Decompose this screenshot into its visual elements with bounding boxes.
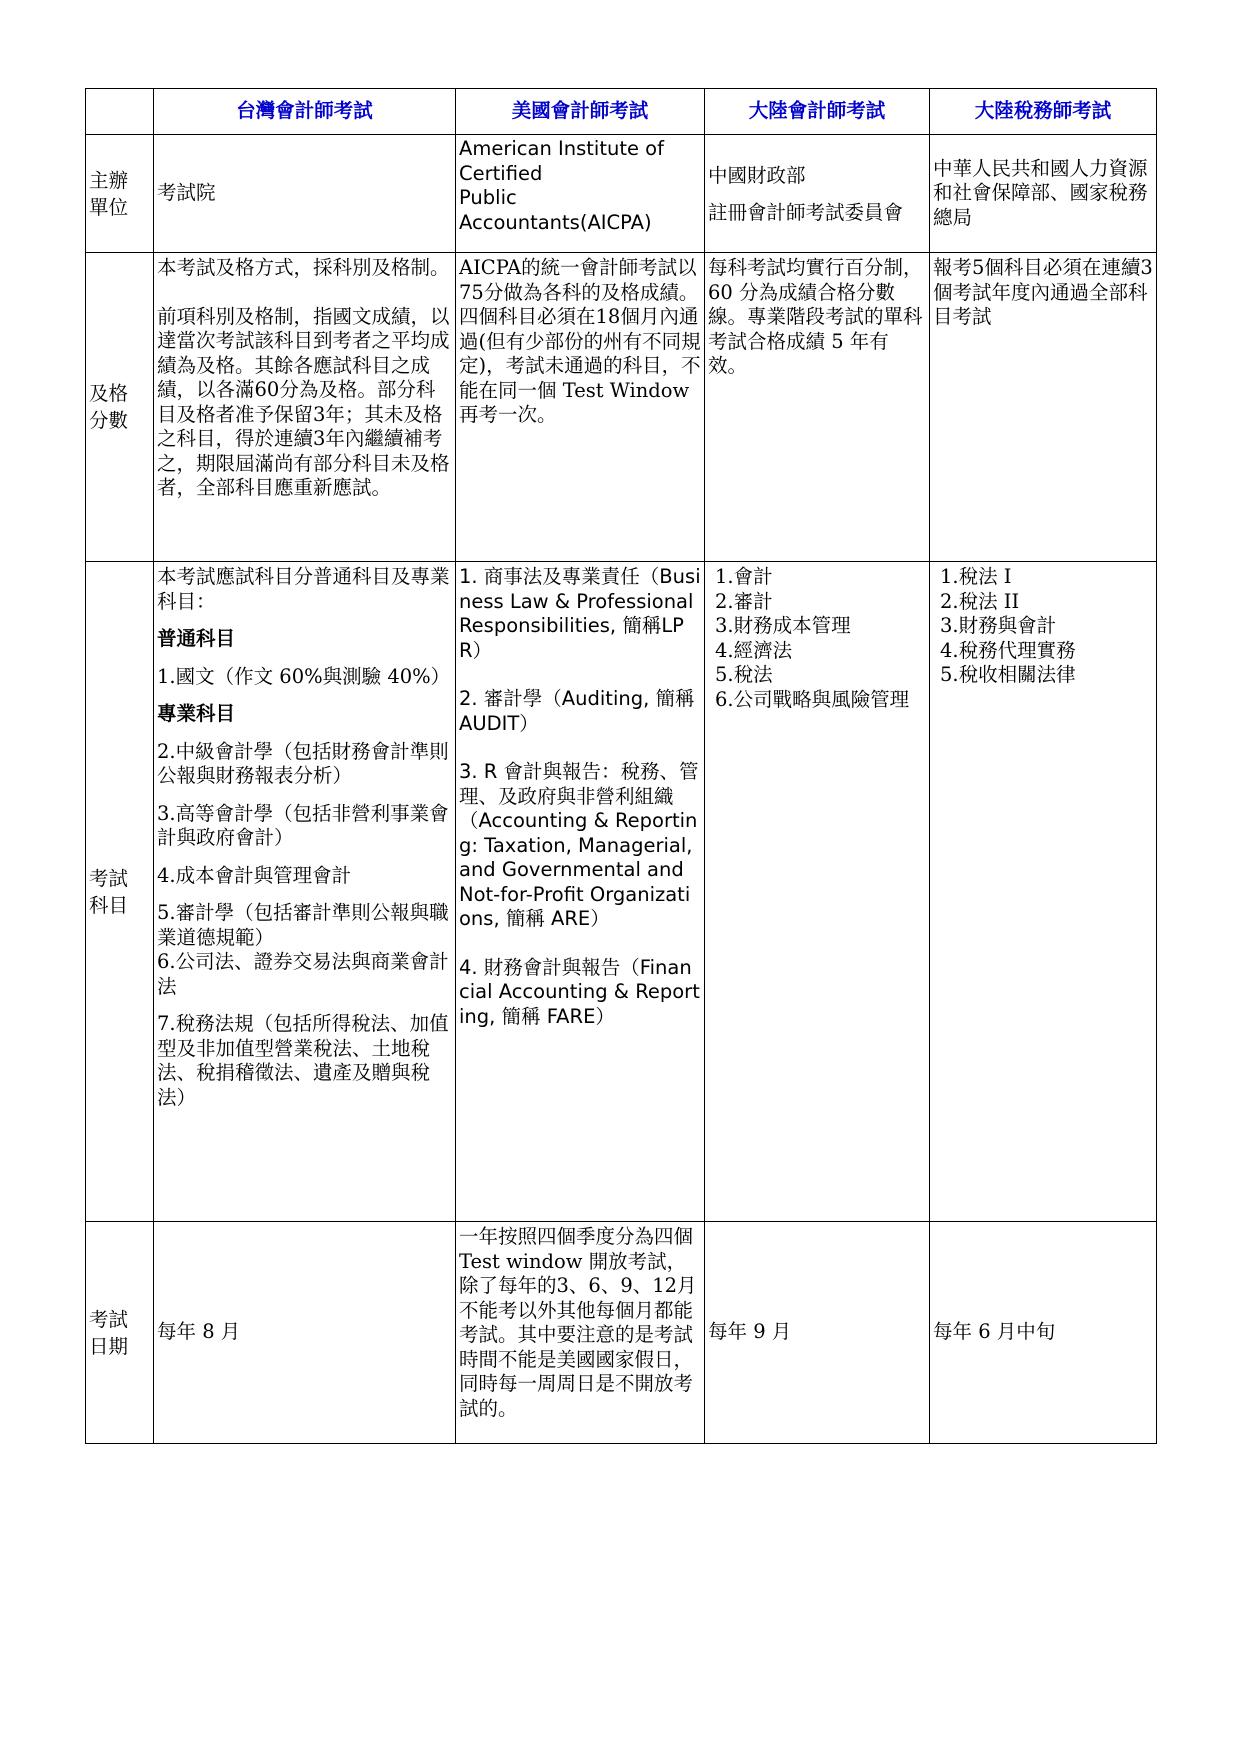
general-subjects-heading: 普通科目 (157, 627, 236, 650)
passing-china-tax: 報考5個科目必須在連續3個考試年度內通過全部科目考試 (930, 253, 1157, 562)
organizer-taiwan: 考試院 (154, 135, 456, 253)
subjects-us: 1. 商事法及專業責任（Business Law & Professional Responsibilities, 簡稱LPR） 2. 審計學（Auditing, 簡稱AUDIT） 3. R 會計與報告：稅務、管理、及政府與非營利組織（Accounting & Reporting: Taxation, Managerial, and Governmental and Not-for-Profit Organizations, 簡稱 ARE） 4. 財務會計與報告（Financial Accounting & Reporting, 簡稱 FARE） (456, 562, 705, 1222)
header-row (86, 89, 1157, 135)
header-taiwan-cpa: 台灣會計師考試 (154, 89, 456, 135)
organizer-china-tax: 中華人民共和國人力資源和社會保障部、國家稅務總局 (930, 135, 1157, 253)
subjects-china-tax: 1.稅法 I 2.稅法 II 3.財務與會計 4.稅務代理實務 5.稅收相關法律 (930, 562, 1157, 1222)
header-china-cpa: 大陸會計師考試 (705, 89, 930, 135)
organizer-us: American Institute of Certified Public Accountants(AICPA) (456, 135, 705, 253)
comparison-table (85, 88, 1157, 1444)
row-label-passing: 及格分數 (86, 253, 154, 562)
header-us-cpa: 美國會計師考試 (456, 89, 705, 135)
row-label-subjects: 考試科目 (86, 562, 154, 1222)
organizer-china-cpa: 中國財政部 註冊會計師考試委員會 (705, 135, 930, 253)
row-label-dates: 考試日期 (86, 1222, 154, 1444)
passing-taiwan: 本考試及格方式，採科別及格制。 前項科別及格制，指國文成績，以達當次考試該科目到考者之平均成績為及格。其餘各應試科目之成績，以各滿60分為及格。部分科目及格者准予保留3年；其未及格之科目，得於連續3年內繼續補考之，期限屆滿尚有部分科目未及格者，全部科目應重新應試。 (154, 253, 456, 562)
header-corner (86, 89, 154, 135)
subjects-china-cpa: 1.會計 2.審計 3.財務成本管理 4.經濟法 5.稅法 6.公司戰略與風險管理 (705, 562, 930, 1222)
organizer-row (86, 135, 1157, 253)
subjects-taiwan: 本考試應試科目分普通科目及專業科目： 普通科目 1.國文（作文 60%與測驗 40%） 專業科目 2.中級會計學（包括財務會計準則公報與財務報表分析） 3.高等會計學（包括非營利事業會計與政府會計） 4.成本會計與管理會計 5.審計學（包括審計準則公報與職業道德規範） 6.公司法、證券交易法與商業會計法 7.稅務法規（包括所得稅法、加值型及非加值型營業稅法、土地稅法、稅捐稽徵法、遺產及贈與稅法） (154, 562, 456, 1222)
subjects-row (86, 562, 1157, 1222)
dates-china-cpa: 每年 9 月 (705, 1222, 930, 1444)
professional-subjects-heading: 專業科目 (157, 702, 236, 725)
passing-china-cpa: 每科考試均實行百分制，60 分為成績合格分數線。專業階段考試的單科考試合格成績 5 年有效。 (705, 253, 930, 562)
dates-us: 一年按照四個季度分為四個 Test window 開放考試，除了每年的3、6、9、12月不能考以外其他每個月都能考試。其中要注意的是考試時間不能是美國國家假日，同時每一周周日是不開放考試的。 (456, 1222, 705, 1444)
passing-row (86, 253, 1157, 562)
dates-china-tax: 每年 6 月中旬 (930, 1222, 1157, 1444)
row-label-organizer: 主辦單位 (86, 135, 154, 253)
passing-us: AICPA的統一會計師考試以75分做為各科的及格成績。四個科目必須在18個月內通過(但有少部份的州有不同規定)，考試未通過的科目，不能在同一個 Test Window 再考一次。 (456, 253, 705, 562)
dates-taiwan: 每年 8 月 (154, 1222, 456, 1444)
dates-row (86, 1222, 1157, 1444)
header-china-tax-agent: 大陸稅務師考試 (930, 89, 1157, 135)
